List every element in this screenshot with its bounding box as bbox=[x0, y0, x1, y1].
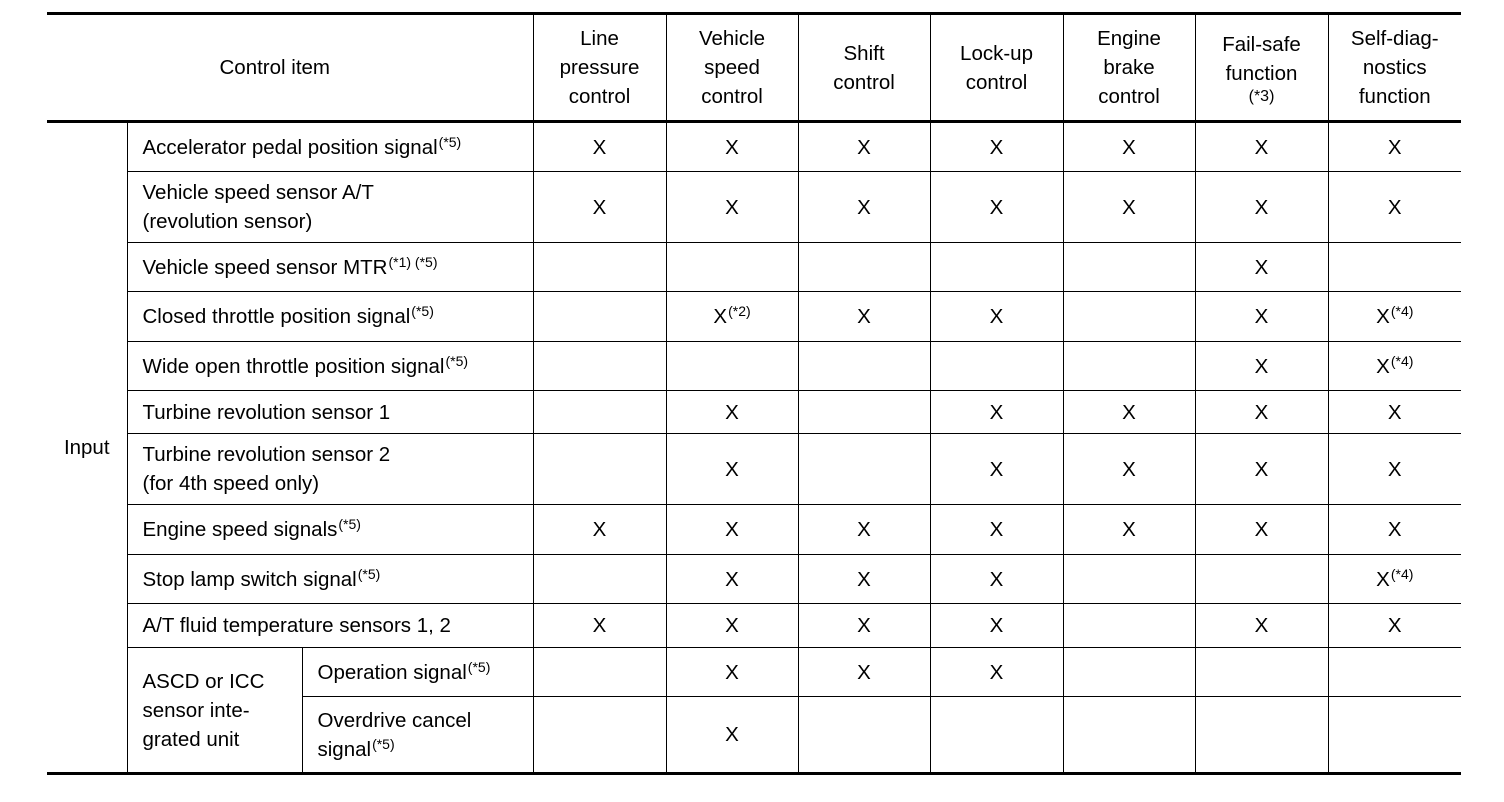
table-row bbox=[47, 434, 1461, 505]
mark-cell bbox=[533, 342, 666, 391]
mark-cell bbox=[533, 434, 666, 505]
row-label-footnote: (*5) bbox=[357, 565, 381, 582]
table-row bbox=[47, 604, 1461, 648]
x-mark: X bbox=[592, 195, 607, 219]
column-header bbox=[930, 14, 1063, 122]
mark-footnote: (*4) bbox=[1390, 352, 1414, 369]
mark-cell bbox=[666, 434, 798, 505]
mark-cell bbox=[1328, 648, 1461, 697]
mark-cell bbox=[798, 122, 930, 172]
mark-cell bbox=[1328, 172, 1461, 243]
x-mark: X bbox=[592, 135, 607, 159]
table-row bbox=[47, 342, 1461, 391]
mark-footnote: (*2) bbox=[728, 303, 751, 319]
column-header-line: pressure bbox=[559, 56, 640, 79]
mark-cell bbox=[533, 292, 666, 342]
mark-cell bbox=[798, 697, 930, 774]
column-header-line: function bbox=[1225, 61, 1298, 85]
x-mark: X bbox=[989, 614, 1004, 637]
row-label-text-2: (revolution sensor) bbox=[142, 210, 313, 233]
mark-cell bbox=[930, 604, 1063, 648]
column-header-line: control bbox=[1098, 85, 1160, 108]
mark-cell bbox=[1328, 391, 1461, 434]
mark-cell bbox=[1328, 697, 1461, 774]
subgroup-label-line: grated unit bbox=[142, 727, 240, 751]
column-header-note: (*3) bbox=[1248, 87, 1275, 105]
mark-cell bbox=[930, 391, 1063, 434]
header-row bbox=[47, 14, 1461, 122]
x-mark: X bbox=[725, 518, 739, 541]
mark-cell bbox=[1195, 555, 1328, 604]
row-label-text-2: signal$^{(*5)}$ bbox=[317, 735, 395, 761]
x-mark: X bbox=[1254, 457, 1269, 481]
control-items-table bbox=[47, 12, 1461, 775]
mark-cell bbox=[666, 604, 798, 648]
table-row bbox=[47, 243, 1461, 292]
row-label-text: Turbine revolution sensor 1 bbox=[142, 400, 391, 424]
mark-cell bbox=[1063, 505, 1195, 555]
x-mark: X bbox=[989, 400, 1004, 424]
column-header-line: brake bbox=[1103, 56, 1155, 79]
mark-cell bbox=[1063, 648, 1195, 697]
row-label-text: Vehicle speed sensor A/T bbox=[142, 181, 374, 204]
mark-cell bbox=[1328, 292, 1461, 342]
x-mark: X bbox=[592, 614, 607, 637]
mark-cell bbox=[1195, 391, 1328, 434]
table-row bbox=[47, 172, 1461, 243]
row-label bbox=[127, 391, 533, 434]
x-mark: X bbox=[1376, 305, 1390, 328]
x-mark: X bbox=[725, 135, 739, 159]
row-label-text: Operation signal$^{(*5)}$ bbox=[317, 658, 491, 684]
x-mark: X bbox=[1387, 518, 1402, 541]
row-label bbox=[302, 697, 533, 774]
x-mark: X bbox=[1122, 457, 1136, 481]
x-mark: X bbox=[1254, 354, 1269, 378]
mark-cell bbox=[666, 172, 798, 243]
column-header-line: Line bbox=[580, 27, 619, 50]
mark-cell bbox=[1328, 505, 1461, 555]
mark-cell bbox=[1063, 243, 1195, 292]
mark-cell bbox=[533, 697, 666, 774]
column-header-line: Lock-up bbox=[960, 41, 1033, 65]
x-mark: X bbox=[725, 400, 739, 424]
mark-cell bbox=[533, 555, 666, 604]
mark-cell bbox=[666, 292, 798, 342]
column-header bbox=[1328, 14, 1461, 122]
x-mark: X bbox=[1254, 400, 1269, 424]
x-mark: X bbox=[857, 567, 871, 591]
table-row bbox=[47, 648, 1461, 697]
x-mark: X bbox=[989, 567, 1004, 591]
column-header-line: Self-diag- bbox=[1350, 27, 1439, 50]
mark-footnote: (*4) bbox=[1390, 303, 1414, 319]
mark-cell bbox=[930, 122, 1063, 172]
mark-cell bbox=[1195, 243, 1328, 292]
row-label bbox=[127, 243, 533, 292]
mark-cell bbox=[798, 292, 930, 342]
mark-footnote: (*4) bbox=[1390, 565, 1414, 582]
column-header-line: control bbox=[833, 70, 895, 94]
mark-cell bbox=[1063, 292, 1195, 342]
x-mark: X bbox=[857, 614, 871, 637]
x-mark: X bbox=[1387, 135, 1402, 159]
mark-cell bbox=[798, 391, 930, 434]
row-label-text-2: (for 4th speed only) bbox=[142, 472, 320, 495]
x-mark: X bbox=[1376, 567, 1390, 591]
x-mark: X bbox=[725, 195, 739, 219]
mark-cell bbox=[1328, 243, 1461, 292]
column-header-line: nostics bbox=[1362, 56, 1427, 79]
x-mark: X bbox=[1254, 614, 1269, 637]
row-label-text: Stop lamp switch signal$^{(*5)}$ bbox=[142, 565, 381, 591]
mark-cell bbox=[666, 648, 798, 697]
mark-cell bbox=[930, 172, 1063, 243]
row-label bbox=[302, 648, 533, 697]
row-label-text: Vehicle speed sensor $MTR^{(*1) (*5)}$ bbox=[142, 253, 438, 279]
column-header-line: control bbox=[965, 70, 1028, 94]
mark-cell bbox=[1195, 122, 1328, 172]
row-label-text: Wide open throttle position signal$^{(*5)}$ bbox=[142, 352, 469, 378]
x-mark: X bbox=[989, 518, 1004, 541]
row-label bbox=[127, 555, 533, 604]
x-mark: X bbox=[725, 614, 739, 637]
mark-cell bbox=[930, 342, 1063, 391]
column-header-line: Vehicle bbox=[698, 27, 766, 50]
mark-cell bbox=[1195, 292, 1328, 342]
column-header-line: Shift bbox=[843, 41, 885, 65]
x-mark: X bbox=[857, 518, 871, 541]
x-mark: X bbox=[857, 305, 871, 328]
mark-cell bbox=[1063, 697, 1195, 774]
row-label-footnote: (*1) (*5) bbox=[388, 253, 438, 270]
mark-cell bbox=[666, 555, 798, 604]
mark-cell bbox=[1328, 434, 1461, 505]
mark-cell bbox=[533, 172, 666, 243]
row-label-text: Overdrive cancel bbox=[317, 708, 472, 732]
mark-cell bbox=[1195, 505, 1328, 555]
row-label bbox=[127, 434, 533, 505]
x-mark: X bbox=[1254, 305, 1269, 328]
mark-cell bbox=[1195, 697, 1328, 774]
column-header bbox=[798, 14, 930, 122]
x-mark: X bbox=[989, 195, 1004, 219]
column-header bbox=[1195, 14, 1328, 122]
mark-cell bbox=[930, 555, 1063, 604]
column-header-line: function bbox=[1358, 85, 1431, 108]
x-mark: X bbox=[857, 660, 871, 684]
row-label bbox=[127, 604, 533, 648]
mark-cell bbox=[930, 697, 1063, 774]
row-label bbox=[127, 122, 533, 172]
row-label-text: Closed throttle position signal$^{(*5)}$ bbox=[142, 303, 434, 328]
mark-cell bbox=[798, 172, 930, 243]
row-label-text: A/T fluid temperature sensors 1, 2 bbox=[142, 614, 451, 637]
x-mark: X bbox=[1122, 135, 1136, 159]
header-control-item: Control item bbox=[47, 14, 533, 122]
row-label-text: Accelerator pedal position signal$^{(*5)}$ bbox=[142, 133, 462, 159]
mark-cell bbox=[1063, 122, 1195, 172]
mark-cell bbox=[1063, 555, 1195, 604]
mark-cell bbox=[533, 505, 666, 555]
table-row bbox=[47, 555, 1461, 604]
row-label bbox=[127, 505, 533, 555]
mark-cell bbox=[533, 648, 666, 697]
x-mark: X bbox=[713, 305, 728, 328]
row-label-footnote: (*5) bbox=[467, 658, 491, 675]
mark-cell bbox=[798, 434, 930, 505]
subgroup-label-line: ASCD or ICC bbox=[142, 669, 265, 693]
mark-cell bbox=[798, 505, 930, 555]
x-mark: X bbox=[1387, 400, 1402, 424]
x-mark: X bbox=[1387, 457, 1402, 481]
mark-cell bbox=[1195, 648, 1328, 697]
x-mark: X bbox=[1122, 195, 1136, 219]
x-mark: X bbox=[857, 195, 871, 219]
x-mark: X bbox=[1254, 518, 1269, 541]
column-header-line: control bbox=[568, 85, 631, 108]
mark-cell bbox=[798, 604, 930, 648]
mark-cell bbox=[666, 697, 798, 774]
mark-cell bbox=[798, 648, 930, 697]
subgroup-label bbox=[127, 648, 302, 774]
mark-cell bbox=[1328, 555, 1461, 604]
group-label-input: Input bbox=[47, 122, 127, 774]
column-header bbox=[666, 14, 798, 122]
mark-cell bbox=[666, 342, 798, 391]
x-mark: X bbox=[1122, 518, 1136, 541]
row-label-footnote: (*5) bbox=[372, 735, 395, 752]
mark-cell bbox=[1063, 391, 1195, 434]
mark-cell bbox=[798, 555, 930, 604]
mark-cell bbox=[1063, 434, 1195, 505]
mark-cell bbox=[1195, 604, 1328, 648]
mark-cell bbox=[798, 243, 930, 292]
x-mark: X bbox=[989, 457, 1004, 481]
x-mark: X bbox=[857, 135, 871, 159]
mark-cell bbox=[1195, 342, 1328, 391]
mark-cell bbox=[533, 122, 666, 172]
x-mark: X bbox=[1387, 614, 1402, 637]
table-row bbox=[47, 292, 1461, 342]
mark-cell bbox=[666, 122, 798, 172]
column-header bbox=[1063, 14, 1195, 122]
mark-cell bbox=[930, 292, 1063, 342]
mark-cell bbox=[533, 391, 666, 434]
mark-cell bbox=[1328, 604, 1461, 648]
x-mark: X bbox=[989, 660, 1004, 684]
x-mark: X bbox=[725, 660, 739, 684]
x-mark: X bbox=[1254, 195, 1269, 219]
table-row bbox=[47, 391, 1461, 434]
mark-cell bbox=[1328, 342, 1461, 391]
x-mark: X bbox=[1254, 135, 1269, 159]
row-label-footnote: (*5) bbox=[338, 516, 361, 532]
column-header-line: Engine bbox=[1097, 27, 1161, 50]
mark-cell bbox=[533, 604, 666, 648]
mark-cell bbox=[666, 243, 798, 292]
mark-cell bbox=[930, 505, 1063, 555]
row-label-footnote: (*5) bbox=[438, 133, 462, 150]
mark-cell bbox=[666, 505, 798, 555]
mark-cell bbox=[798, 342, 930, 391]
mark-cell bbox=[1063, 604, 1195, 648]
x-mark: X bbox=[725, 457, 739, 481]
x-mark: X bbox=[989, 305, 1004, 328]
x-mark: X bbox=[1387, 195, 1402, 219]
column-header-line: speed bbox=[704, 56, 760, 79]
column-header-line: Fail-safe bbox=[1222, 32, 1301, 56]
row-label-footnote: (*5) bbox=[411, 303, 434, 319]
column-header-line: control bbox=[701, 85, 763, 108]
table-row bbox=[47, 505, 1461, 555]
mark-cell bbox=[1063, 172, 1195, 243]
mark-cell bbox=[533, 243, 666, 292]
row-label bbox=[127, 342, 533, 391]
row-label bbox=[127, 172, 533, 243]
mark-cell bbox=[930, 434, 1063, 505]
x-mark: X bbox=[1122, 400, 1136, 424]
mark-cell bbox=[1195, 434, 1328, 505]
x-mark: X bbox=[725, 723, 739, 746]
column-header bbox=[533, 14, 666, 122]
x-mark: X bbox=[725, 567, 739, 591]
x-mark: X bbox=[1254, 255, 1269, 279]
row-label bbox=[127, 292, 533, 342]
x-mark: X bbox=[592, 518, 607, 541]
mark-cell bbox=[930, 243, 1063, 292]
mark-cell bbox=[666, 391, 798, 434]
row-label-text: Engine speed signals$^{(*5)}$ bbox=[142, 516, 361, 541]
table-row bbox=[47, 122, 1461, 172]
table-body bbox=[47, 122, 1461, 774]
mark-cell bbox=[1195, 172, 1328, 243]
subgroup-label-line: sensor inte- bbox=[142, 698, 250, 722]
mark-cell bbox=[930, 648, 1063, 697]
x-mark: X bbox=[989, 135, 1004, 159]
row-label-footnote: (*5) bbox=[445, 352, 469, 369]
row-label-text: Turbine revolution sensor 2 bbox=[142, 443, 391, 466]
x-mark: X bbox=[1376, 354, 1390, 378]
mark-cell bbox=[1328, 122, 1461, 172]
mark-cell bbox=[1063, 342, 1195, 391]
